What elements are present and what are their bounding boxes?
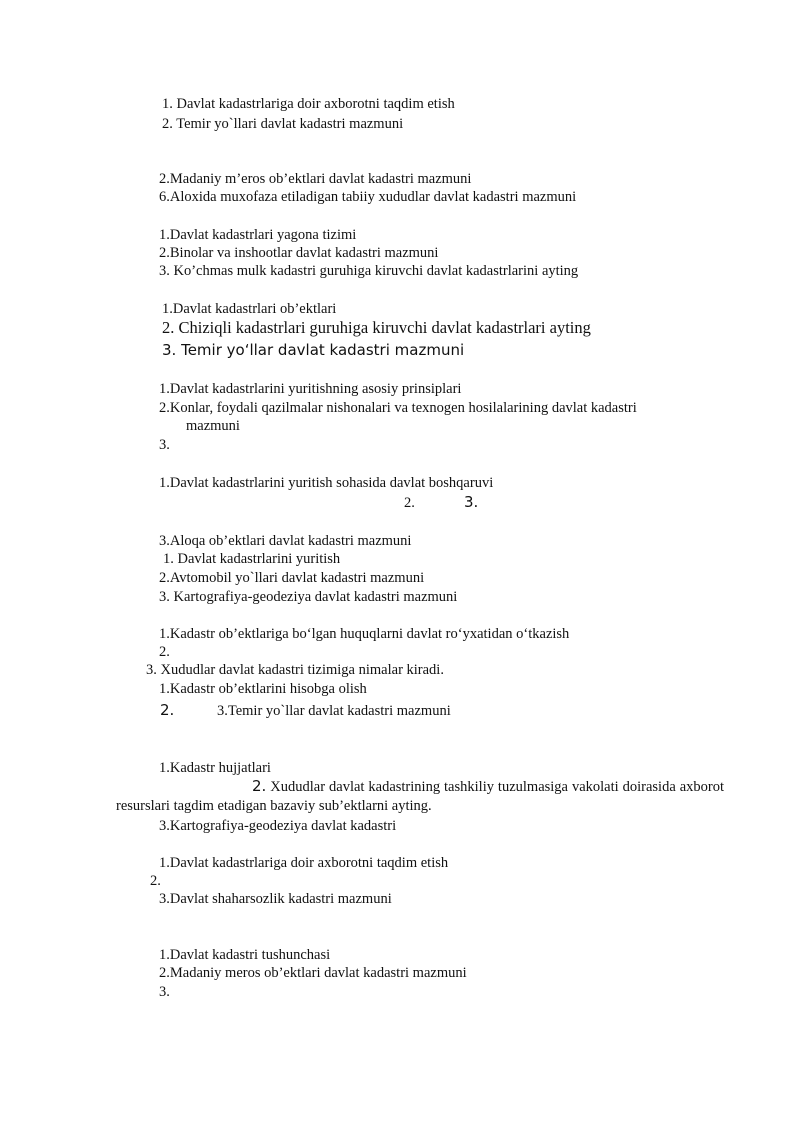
item-number: 2. [162,318,175,337]
list-item: 1.Davlat kadastrlari ob’ektlari [162,301,337,317]
list-item: 1.Davlat kadastri tushunchasi [159,947,331,963]
list-item: 3. Xududlar davlat kadastri tizimiga nimalar kiradi. [146,662,444,678]
list-item: 1. Davlat kadastrlarini yuritish [163,551,341,567]
list-item: 3.Davlat shaharsozlik kadastri mazmuni [159,891,392,907]
list-item: 2.Avtomobil yo`llari davlat kadastri mazmuni [159,570,425,586]
list-item: 3. [464,493,479,511]
list-item: 2.Madaniy meros ob’ektlari davlat kadastri mazmuni [159,965,467,981]
list-item: 2. [159,644,170,660]
item-text: Chiziqli kadastrlari guruhiga kiruvchi davlat kadastrlari ayting [178,318,591,337]
list-item: 1.Davlat kadastrlarini yuritish sohasida davlat boshqaruvi [159,475,494,491]
list-item: 3. [159,437,170,453]
list-item: 1.Davlat kadastrlariga doir axborotni taqdim etish [159,855,449,871]
list-item: 1.Davlat kadastrlari yagona tizimi [159,227,357,243]
list-item: 1. Davlat kadastrlariga doir axborotni taqdim etish [162,96,455,112]
list-item: 2.Madaniy m’eros ob’ektlari davlat kadastri mazmuni [159,171,472,187]
list-item: 1.Kadastr ob’ektlariga bo‘lgan huquqlarni davlat ro‘yxatidan o‘tkazish [159,626,570,642]
list-item: 2.Binolar va inshootlar davlat kadastri mazmuni [159,245,439,261]
list-item-continuation: mazmuni [186,418,240,434]
list-item: 2. [160,701,175,719]
list-item: 3.Kartografiya-geodeziya davlat kadastri [159,818,397,834]
list-item: 3.Temir yo`llar davlat kadastri mazmuni [217,703,451,719]
list-item: 2. [404,495,415,511]
justified-paragraph [116,777,724,816]
list-item [162,341,464,359]
list-item: 2.Konlar, foydali qazilmalar nishonalari va texnogen hosilalarining davlat kadastri [159,400,637,416]
list-item: 2. Temir yo`llari davlat kadastri mazmuni [162,116,404,132]
list-item: 1.Kadastr hujjatlari [159,760,271,776]
list-item: 2. [150,873,161,889]
list-item: 3. Kartografiya-geodeziya davlat kadastri mazmuni [159,589,458,605]
item-text: Xududlar davlat kadastrining tashkiliy tuzulmasiga vakolati doirasida axborot resurslari tagdim etadigan bazaviy sub’ektlarni ayting. [116,779,725,814]
item-number: 2. [252,777,267,795]
list-item: 3. Ko’chmas mulk kadastri guruhiga kiruvchi davlat kadastrlarini ayting [159,263,579,279]
list-item: 3. [159,984,170,1000]
list-item [162,319,591,337]
list-item: 1.Davlat kadastrlarini yuritishning asosiy prinsiplari [159,381,462,397]
list-item: 1.Kadastr ob’ektlarini hisobga olish [159,681,367,697]
list-item: 3.Aloqa ob’ektlari davlat kadastri mazmuni [159,533,412,549]
item-number: 3. [162,341,177,359]
item-text: Temir yo‘llar davlat kadastri mazmuni [181,341,465,359]
list-item: 6.Aloxida muxofaza etiladigan tabiiy xududlar davlat kadastri mazmuni [159,189,577,205]
